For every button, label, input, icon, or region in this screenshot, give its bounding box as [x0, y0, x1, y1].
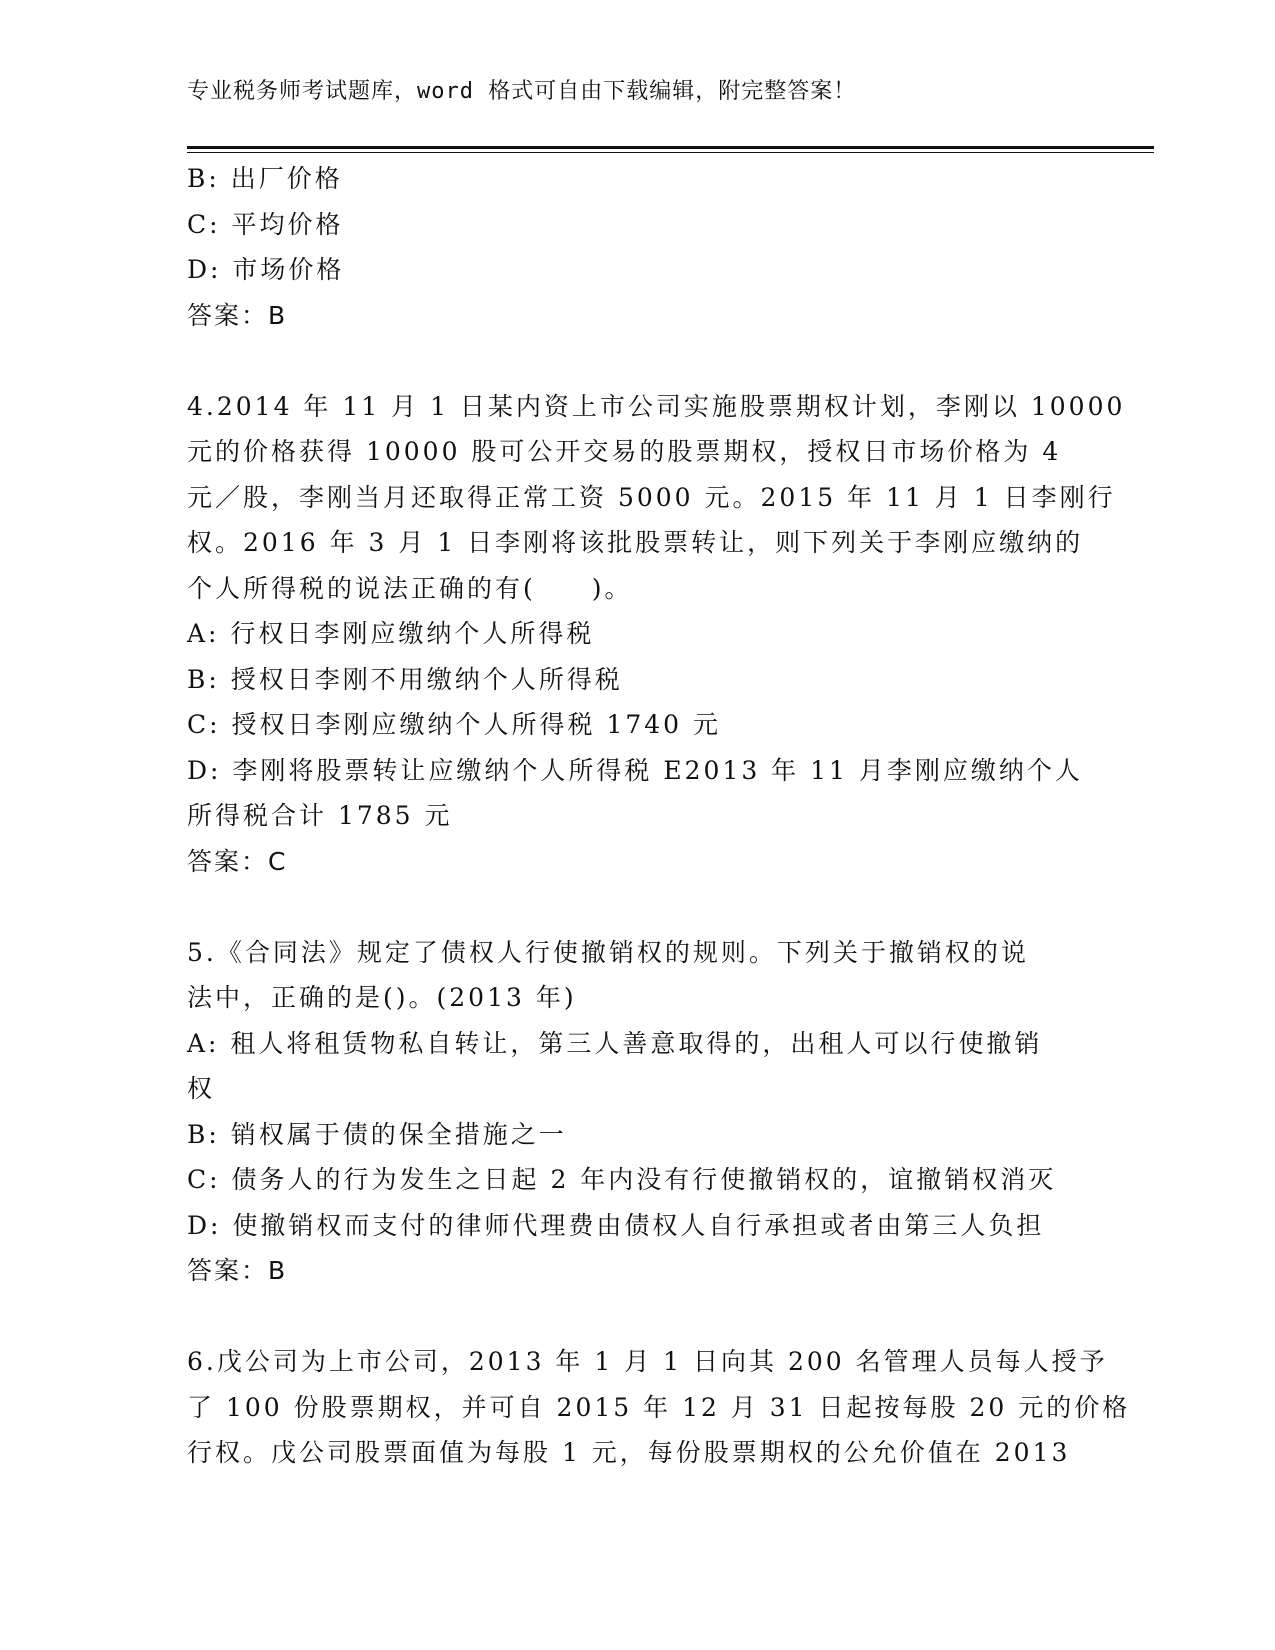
option-d: D: 使撤销权而支付的律师代理费由债权人自行承担或者由第三人负担 — [187, 1210, 1045, 1240]
question-3 — [187, 156, 1087, 338]
spacer — [187, 1294, 1087, 1340]
question-4 — [187, 384, 1126, 885]
option-a: A: 行权日李刚应缴纳个人所得税 — [187, 619, 595, 648]
question-6 — [187, 1339, 1131, 1476]
spacer — [187, 338, 1087, 384]
question-stem-line: 元的价格获得 10000 股可公开交易的股票期权，授权日市场价格为 4 — [187, 437, 1062, 466]
option-d-continued: 所得税合计 1785 元 — [187, 801, 453, 830]
option-d: D: 李刚将股票转让应缴纳个人所得税 E2013 年 11 月李刚应缴纳个人 — [187, 755, 1083, 785]
option-a: A: 租人将租赁物私自转让，第三人善意取得的，出租人可以行使撤销 — [187, 1028, 1043, 1058]
question-5 — [187, 930, 1087, 1294]
option-b: B: 出厂价格 — [187, 164, 343, 193]
header-rule-thick — [187, 146, 1154, 149]
question-stem-line: 4.2014 年 11 月 1 日某内资上市公司实施股票期权计划，李刚以 10000 — [187, 391, 1126, 421]
option-c: C: 平均价格 — [187, 209, 344, 239]
option-b: B: 销权属于债的保全措施之一 — [187, 1119, 567, 1149]
answer-line: 答案：B — [187, 300, 288, 330]
spacer — [187, 884, 1087, 930]
question-stem-line: 6.戊公司为上市公司，2013 年 1 月 1 日向其 200 名管理人员每人授予 — [187, 1347, 1108, 1376]
question-stem-line: 权。2016 年 3 月 1 日李刚将该批股票转让，则下列关于李刚应缴纳的 — [187, 528, 1084, 557]
option-c: C: 授权日李刚应缴纳个人所得税 1740 元 — [187, 710, 722, 739]
answer-line: 答案：C — [187, 846, 288, 876]
question-stem-line: 元／股，李刚当月还取得正常工资 5000 元。2015 年 11 月 1 日李刚行 — [187, 482, 1116, 512]
page-header: 专业税务师考试题库，word 格式可自由下载编辑，附完整答案！ — [187, 79, 857, 104]
question-stem-line: 了 100 份股票期权，并可自 2015 年 12 月 31 日起按每股 20 元的价格 — [187, 1392, 1131, 1422]
question-stem-line: 个人所得税的说法正确的有( )。 — [187, 573, 633, 603]
header-rule-thin — [187, 152, 1154, 153]
option-d: D: 市场价格 — [187, 255, 345, 284]
answer-line: 答案：B — [187, 1256, 288, 1285]
question-stem-line: 行权。戊公司股票面值为每股 1 元，每份股票期权的公允价值在 2013 — [187, 1438, 1071, 1467]
question-stem-line: 5.《合同法》规定了债权人行使撤销权的规则。下列关于撤销权的说 — [187, 937, 1029, 967]
option-b: B: 授权日李刚不用缴纳个人所得税 — [187, 664, 623, 694]
question-stem-line: 法中，正确的是()。(2013 年) — [187, 983, 577, 1012]
document-body — [187, 156, 1131, 1476]
option-c: C: 债务人的行为发生之日起 2 年内没有行使撤销权的，谊撤销权消灭 — [187, 1165, 1057, 1194]
option-a-continued: 权 — [187, 1074, 216, 1103]
